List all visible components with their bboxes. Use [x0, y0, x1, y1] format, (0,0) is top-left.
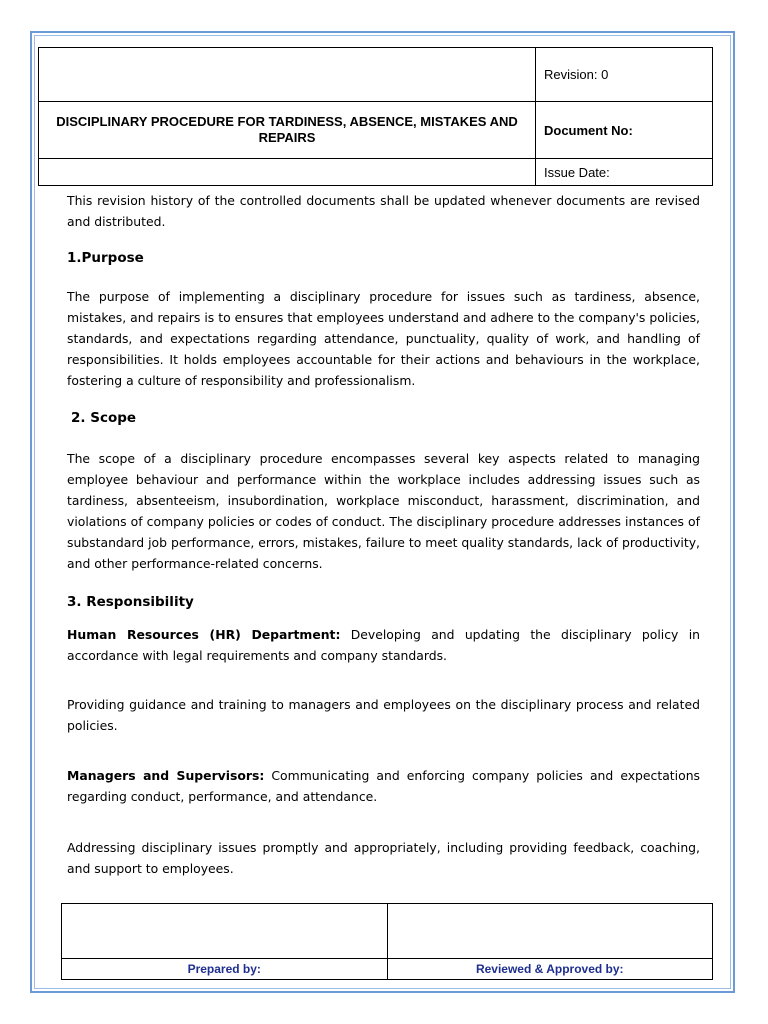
- header-blank-cell-2: [39, 159, 536, 186]
- hr-text: Developing and updating the disciplinary policy in accordance with legal requirements and company standards.: [67, 627, 700, 663]
- hr-responsibility: [67, 624, 700, 666]
- reviewed-signature-box: [387, 904, 713, 959]
- hr-label: Human Resources (HR) Department:: [67, 627, 341, 642]
- prepared-by-label: Prepared by:: [62, 959, 388, 980]
- hr-responsibility-2: Providing guidance and training to managers and employees on the disciplinary process and related policies.: [67, 697, 700, 733]
- manager-text: Communicating and enforcing company policies and expectations regarding conduct, performance, and attendance.: [67, 768, 700, 804]
- purpose-text: The purpose of implementing a disciplinary procedure for issues such as tardiness, absence, mistakes, and repairs is to ensures that employees understand and adhere to the company's policies, standards, and expectations regarding attendance, punctuality, quality of work, and handling of responsibilities. It holds employees accountable for their actions and behaviours in the workplace, fostering a culture of responsibility and professionalism.: [67, 289, 700, 388]
- responsibility-heading: 3. Responsibility: [67, 594, 194, 610]
- scope-heading: 2. Scope: [71, 410, 137, 426]
- manager-responsibility: [67, 765, 700, 807]
- document-title: DISCIPLINARY PROCEDURE FOR TARDINESS, ABSENCE, MISTAKES AND REPAIRS: [39, 102, 536, 159]
- reviewed-by-label: Reviewed & Approved by:: [387, 959, 713, 980]
- header-blank-cell: [39, 48, 536, 102]
- manager-label: Managers and Supervisors:: [67, 768, 265, 783]
- manager-responsibility-2: Addressing disciplinary issues promptly and appropriately, including providing feedback, coaching, and support to employees.: [67, 840, 700, 876]
- document-header-table: [38, 47, 713, 186]
- scope-text: The scope of a disciplinary procedure encompasses several key aspects related to managing employee behaviour and performance within the workplace includes addressing issues such as tardiness, absenteeism, insubordination, workplace misconduct, harassment, discrimination, and violations of company policies or codes of conduct. The disciplinary procedure addresses instances of substandard job performance, errors, mistakes, failure to meet quality standards, lack of productivity, and other performance-related concerns.: [67, 451, 700, 571]
- signature-table: [61, 903, 713, 980]
- issue-date-cell: Issue Date:: [536, 159, 713, 186]
- purpose-heading: 1.Purpose: [67, 250, 144, 266]
- document-no-cell: Document No:: [536, 102, 713, 159]
- intro-text: This revision history of the controlled documents shall be updated whenever documents are revised and distributed.: [67, 193, 700, 229]
- revision-cell: Revision: 0: [536, 48, 713, 102]
- prepared-signature-box: [62, 904, 388, 959]
